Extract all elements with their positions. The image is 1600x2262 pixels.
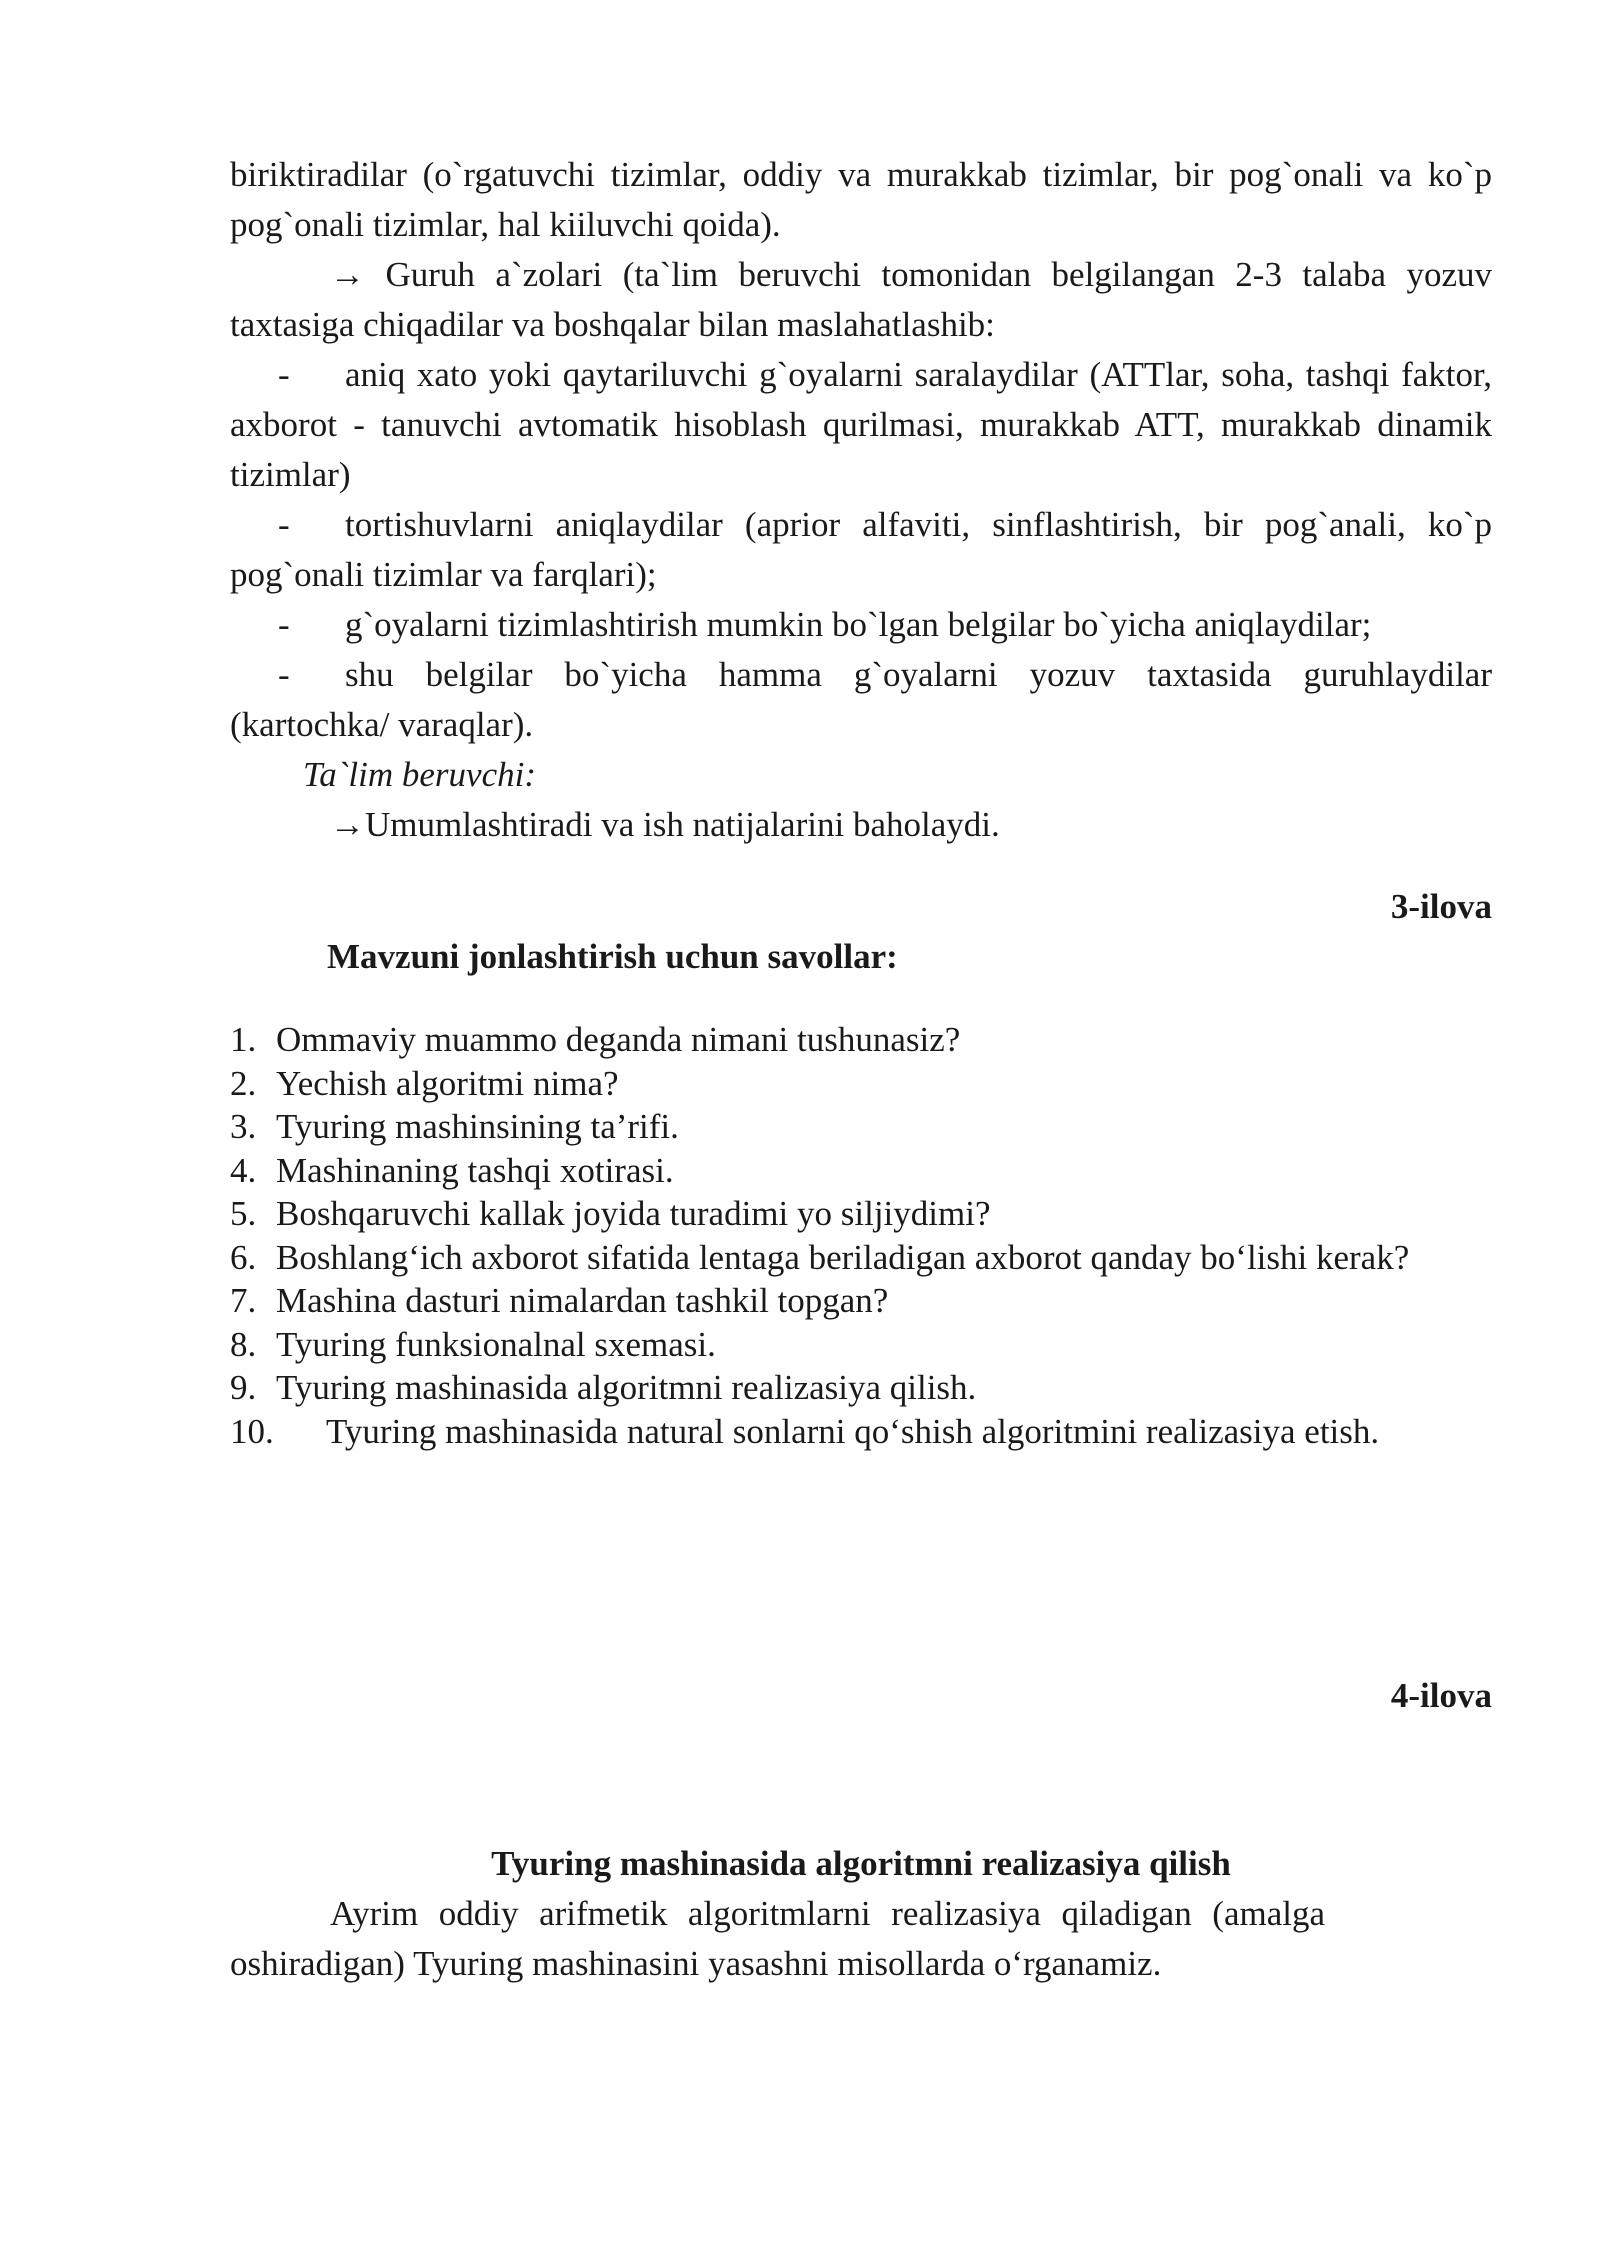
intro-paragraph-1: biriktiradilar (o`rgatuvchi tizimlar, oddiy va murakkab tizimlar, bir pog`onali va ko`p pog`onali tizimlar, hal kiiluvchi qoida). bbox=[230, 155, 1492, 244]
intro-paragraph-2: → Guruh a`zolari (ta`lim beruvchi tomonidan belgilangan 2-3 talaba yozuv taxtasiga chiqadilar va boshqalar bilan maslahatlashib: bbox=[230, 255, 1492, 344]
question-text: Yechish algoritmi nima? bbox=[276, 1063, 619, 1103]
question-number: 10. bbox=[230, 1411, 274, 1451]
appendix-4-title: Tyuring mashinasida algoritmni realizasiya qilish bbox=[491, 1844, 1231, 1883]
appendix-4-body: Ayrim oddiy arifmetik algoritmlarni realizasiya qiladigan (amalga oshiradigan) Tyuring mashinasini yasashni misollarda o‘rganamiz. bbox=[230, 1894, 1325, 1983]
question-text: Mashina dasturi nimalardan tashkil topgan? bbox=[276, 1281, 889, 1320]
dash-list-item bbox=[230, 600, 1492, 650]
dash-list-item bbox=[230, 500, 1492, 600]
question-item bbox=[230, 1192, 1492, 1236]
question-item bbox=[230, 1410, 1492, 1454]
dash-bullet: - bbox=[278, 355, 290, 394]
dash-list-item bbox=[230, 650, 1492, 750]
questions-list bbox=[230, 1018, 1492, 1453]
question-number: 5. bbox=[230, 1194, 257, 1233]
dash-bullet: - bbox=[278, 505, 290, 544]
question-item bbox=[230, 1279, 1492, 1323]
question-text: Boshlang‘ich axborot sifatida lentaga beriladigan axborot qanday bo‘lishi kerak? bbox=[276, 1237, 1410, 1277]
dash-bullet: - bbox=[278, 655, 290, 694]
dash-item-text: tortishuvlarni aniqlaydilar (aprior alfaviti, sinflashtirish, bir pog`anali, ko`p pog`onali tizimlar va farqlari); bbox=[230, 505, 1492, 594]
question-number: 2. bbox=[230, 1063, 257, 1103]
appendix-4-label: 4-ilova bbox=[1390, 1676, 1492, 1715]
question-number: 8. bbox=[230, 1324, 257, 1364]
question-item bbox=[230, 1366, 1492, 1410]
dash-list-item bbox=[230, 350, 1492, 500]
question-item bbox=[230, 1149, 1492, 1193]
teacher-action: →Umumlashtiradi va ish natijalarini baholaydi. bbox=[330, 805, 1000, 844]
dash-item-text: aniq xato yoki qaytariluvchi g`oyalarni saralaydilar (ATTlar, soha, tashqi faktor, axborot - tanuvchi avtomatik hisoblash qurilmasi, murakkab ATT, murakkab dinamik tizimlar) bbox=[230, 355, 1492, 494]
question-item bbox=[230, 1105, 1492, 1149]
question-text: Tyuring mashinasida natural sonlarni qo‘shish algoritmini realizasiya etish. bbox=[326, 1411, 1380, 1451]
question-item bbox=[230, 1236, 1492, 1280]
question-text: Tyuring funksionalnal sxemasi. bbox=[276, 1324, 716, 1364]
appendix-3-label: 3-ilova bbox=[1390, 887, 1492, 926]
question-text: Boshqaruvchi kallak joyida turadimi yo siljiydimi? bbox=[276, 1194, 991, 1233]
question-number: 4. bbox=[230, 1150, 257, 1190]
question-number: 3. bbox=[230, 1107, 257, 1146]
appendix-3-title: Mavzuni jonlashtirish uchun savollar: bbox=[327, 937, 898, 976]
dash-item-text: g`oyalarni tizimlashtirish mumkin bo`lgan belgilar bo`yicha aniqlaydilar; bbox=[345, 605, 1372, 644]
dash-item-text: shu belgilar bo`yicha hamma g`oyalarni yozuv taxtasida guruhlaydilar (kartochka/ varaqlar). bbox=[230, 655, 1492, 744]
question-number: 6. bbox=[230, 1237, 257, 1277]
question-text: Ommaviy muammo deganda nimani tushunasiz? bbox=[276, 1020, 961, 1059]
question-item bbox=[230, 1062, 1492, 1106]
question-text: Mashinaning tashqi xotirasi. bbox=[276, 1150, 674, 1190]
question-number: 9. bbox=[230, 1368, 257, 1407]
teacher-label: Ta`lim beruvchi: bbox=[303, 755, 536, 794]
question-text: Tyuring mashinsining ta’rifi. bbox=[276, 1107, 679, 1146]
dash-bullet: - bbox=[278, 605, 290, 644]
question-item bbox=[230, 1323, 1492, 1367]
question-item bbox=[230, 1018, 1492, 1062]
question-number: 7. bbox=[230, 1281, 257, 1320]
document-page bbox=[230, 150, 1492, 1989]
question-text: Tyuring mashinasida algoritmni realizasiya qilish. bbox=[276, 1368, 977, 1407]
question-number: 1. bbox=[230, 1020, 257, 1059]
